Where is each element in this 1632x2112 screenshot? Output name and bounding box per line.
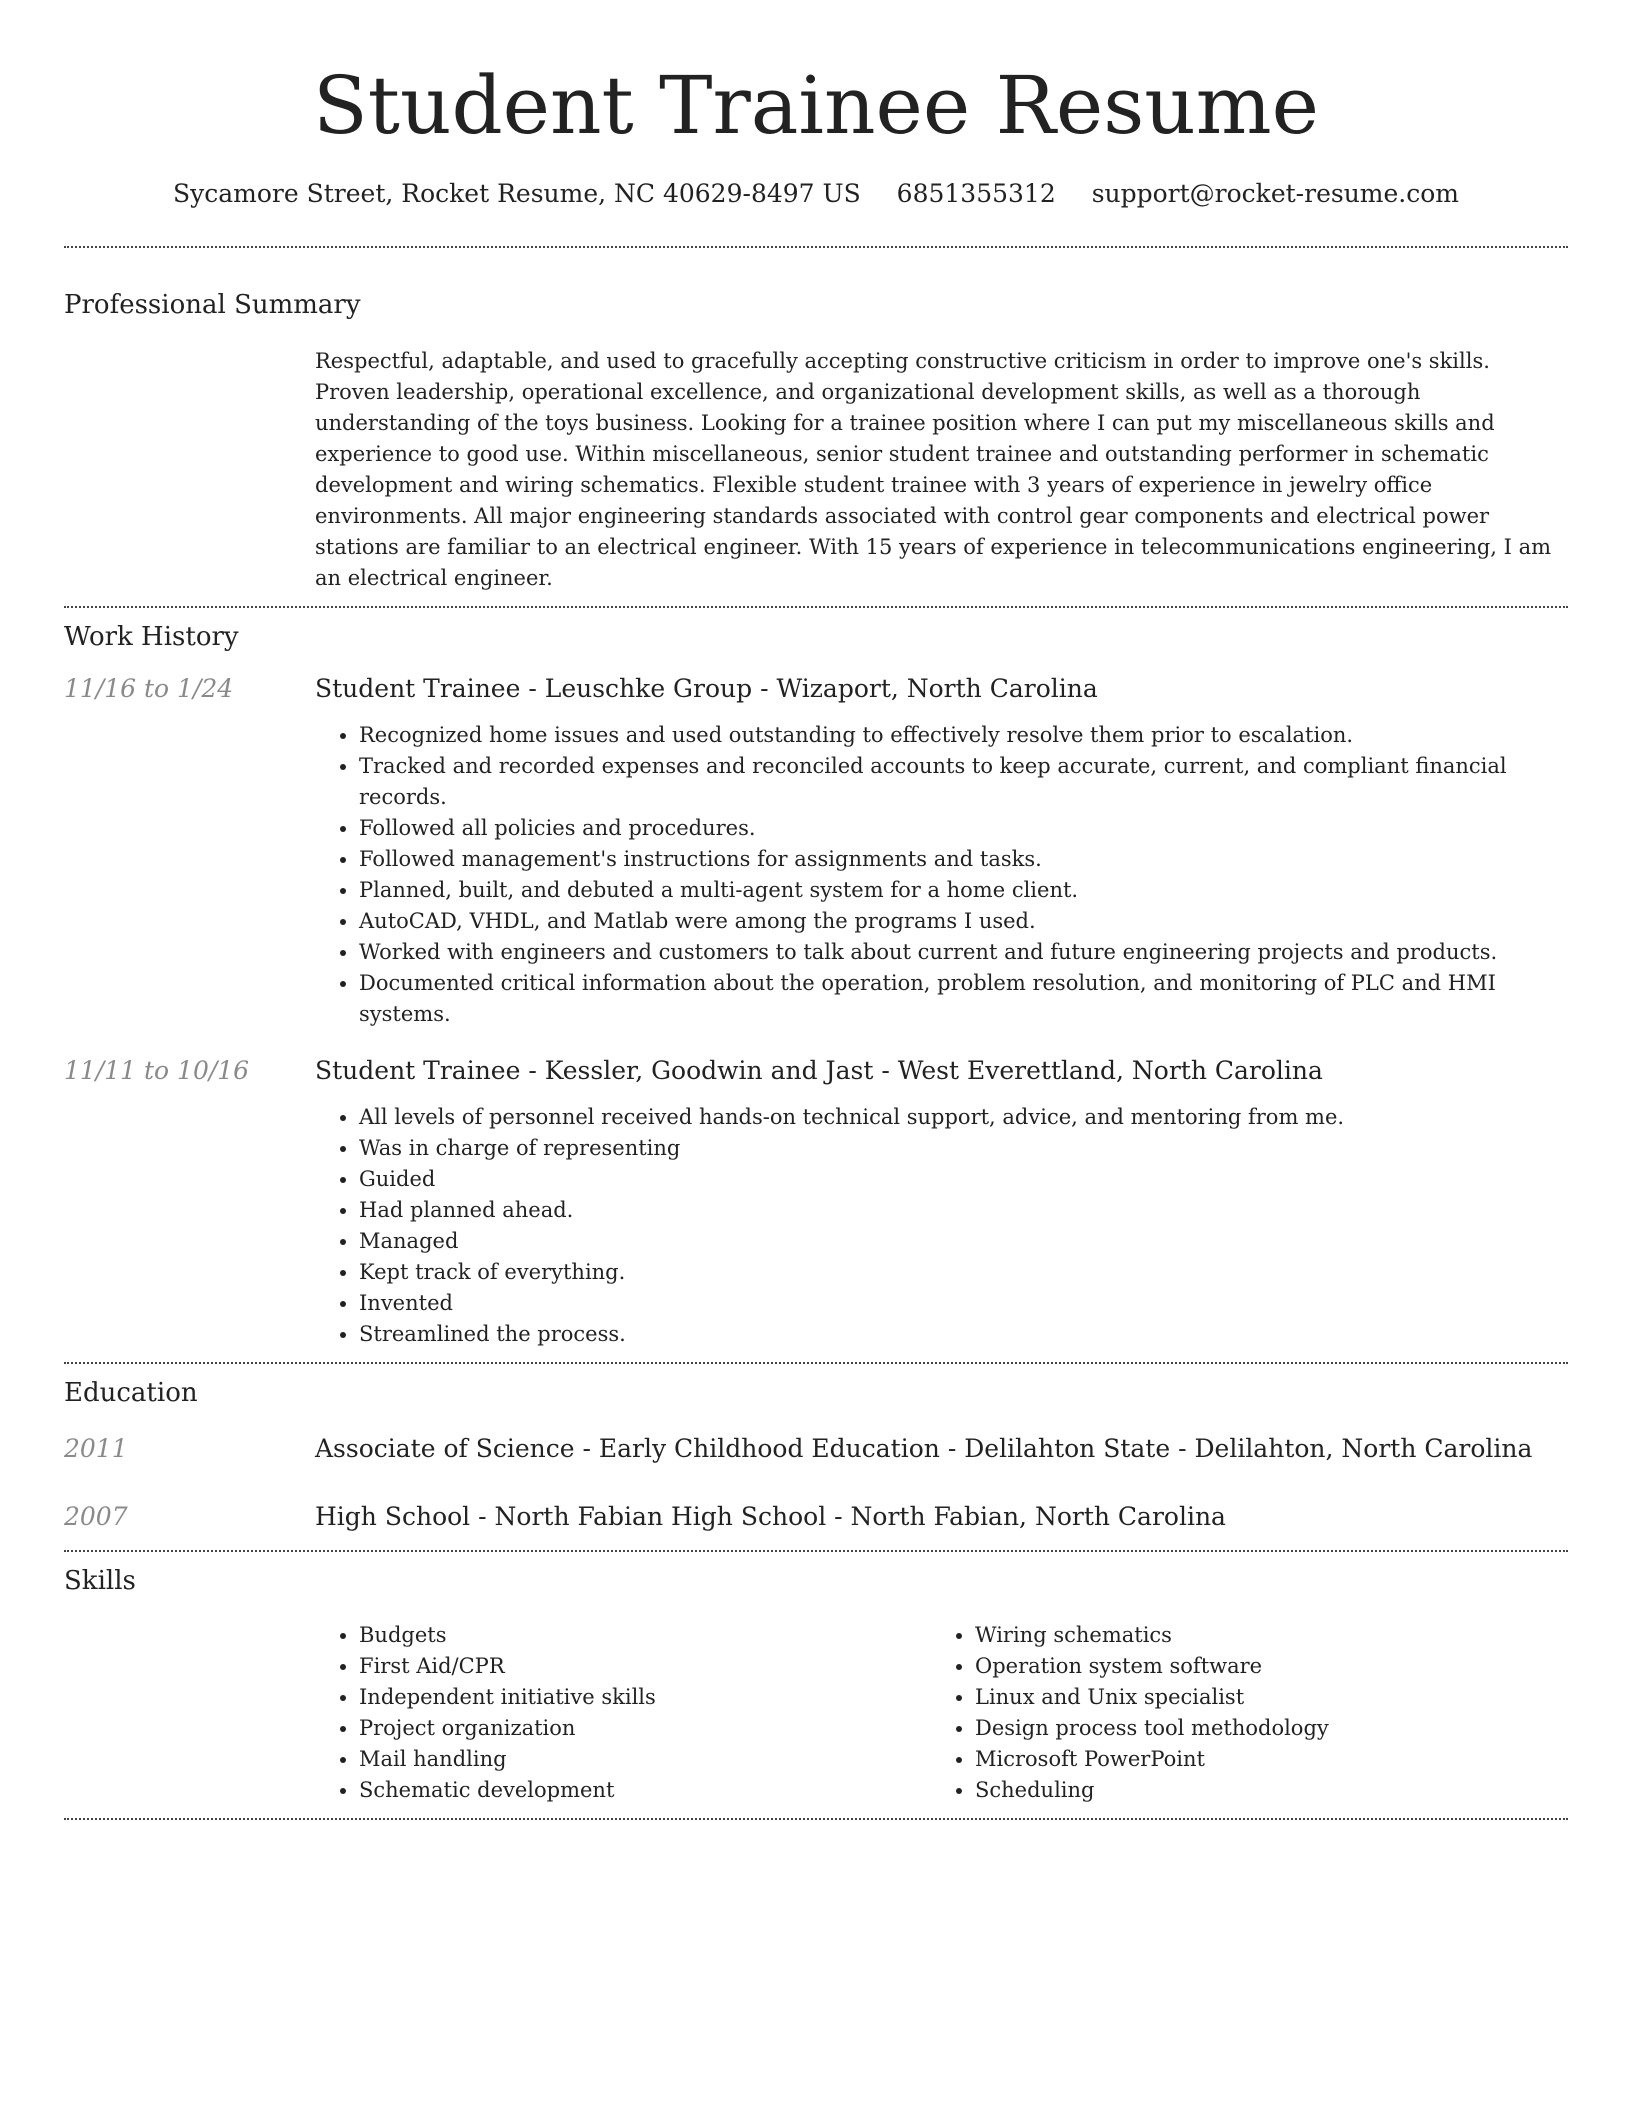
- education-degree: Associate of Science: [315, 1434, 575, 1463]
- skill-item: • Wiring schematics: [975, 1620, 1547, 1651]
- skills-list: [315, 1620, 1568, 1806]
- education-location: Delilahton, North Carolina: [1194, 1434, 1533, 1463]
- list-item: • AutoCAD, VHDL, and Matlab were among the programs I used.: [359, 906, 1568, 937]
- skill-item: • Schematic development: [359, 1775, 931, 1806]
- section-title-education: Education: [64, 1378, 198, 1408]
- education-school: Delilahton State: [964, 1434, 1171, 1463]
- section-title-work-history: Work History: [64, 622, 239, 652]
- list-item: • Followed management's instructions for assignments and tasks.: [359, 844, 1568, 875]
- list-item: • Streamlined the process.: [359, 1319, 1568, 1350]
- education-year: 2007: [64, 1502, 128, 1531]
- list-item: • All levels of personnel received hands-on technical support, advice, and mentoring from me.: [359, 1102, 1568, 1133]
- education-year: 2011: [64, 1434, 128, 1463]
- job-dates: 11/16 to 1/24: [64, 674, 234, 703]
- resume-title: Student Trainee Resume: [312, 59, 1319, 152]
- skill-item: • Independent initiative skills: [359, 1682, 931, 1713]
- job-entry: [64, 1054, 1568, 1350]
- education-entry: [64, 1432, 1568, 1466]
- list-item: • Invented: [359, 1288, 1568, 1319]
- education-field: Early Childhood Education: [598, 1434, 940, 1463]
- contact-address: Sycamore Street, Rocket Resume, NC 40629-8497 US: [173, 179, 861, 208]
- job-location: Wizaport, North Carolina: [776, 674, 1098, 703]
- list-item: • Recognized home issues and used outstanding to effectively resolve them prior to escalation.: [359, 720, 1568, 751]
- job-company: Leuschke Group: [544, 674, 753, 703]
- section-title-skills: Skills: [64, 1566, 136, 1596]
- list-item: • Planned, built, and debuted a multi-agent system for a home client.: [359, 875, 1568, 906]
- job-header: [64, 672, 1568, 706]
- job-role: Student Trainee - Leuschke Group - Wizaport, North Carolina: [315, 674, 1098, 703]
- list-item: • Followed all policies and procedures.: [359, 813, 1568, 844]
- skill-item: • Microsoft PowerPoint: [975, 1744, 1547, 1775]
- list-item: • Had planned ahead.: [359, 1195, 1568, 1226]
- education-entry: [64, 1500, 1568, 1534]
- contact-phone: 6851355312: [896, 179, 1056, 208]
- section-title-summary: Professional Summary: [64, 290, 361, 320]
- divider: [64, 1550, 1568, 1552]
- job-dates: 11/11 to 10/16: [64, 1056, 250, 1085]
- job-bullets: [315, 720, 1568, 1030]
- job-title: Student Trainee: [315, 1056, 521, 1085]
- list-item: • Tracked and recorded expenses and reconciled accounts to keep accurate, current, and compliant financial records.: [359, 751, 1568, 813]
- job-location: West Everettland, North Carolina: [897, 1056, 1323, 1085]
- skill-item: • Mail handling: [359, 1744, 931, 1775]
- skill-item: • Project organization: [359, 1713, 931, 1744]
- skill-item: • Scheduling: [975, 1775, 1547, 1806]
- list-item: • Guided: [359, 1164, 1568, 1195]
- job-header: [64, 1054, 1568, 1088]
- job-role: Student Trainee - Kessler, Goodwin and Jast - West Everettland, North Carolina: [315, 1056, 1323, 1085]
- divider: [64, 246, 1568, 248]
- education-details: High School - North Fabian High School - North Fabian, North Carolina: [315, 1502, 1226, 1531]
- job-company: Kessler, Goodwin and Jast: [544, 1056, 874, 1085]
- job-entry: [64, 672, 1568, 1030]
- skills-column-right: [931, 1620, 1547, 1806]
- summary-text: Respectful, adaptable, and used to gracefully accepting constructive criticism in order to improve one's skills. Proven leadership, operational excellence, and organizational development skills, as well as a thorough understanding of the toys business. Looking for a trainee position where I can put my miscellaneous skills and experience to good use. Within miscellaneous, senior student trainee and outstanding performer in schematic development and wiring schematics. Flexible student trainee with 3 years of experience in jewelry office environments. All major engineering standards associated with control gear components and electrical power stations are familiar to an electrical engineer. With 15 years of experience in telecommunications engineering, I am an electrical engineer.: [315, 349, 1552, 590]
- education-location: North Fabian, North Carolina: [850, 1502, 1226, 1531]
- skill-item: • Linux and Unix specialist: [975, 1682, 1547, 1713]
- contact-email: support@rocket-resume.com: [1091, 179, 1459, 208]
- contact-line: [64, 176, 1568, 212]
- list-item: • Kept track of everything.: [359, 1257, 1568, 1288]
- divider: [64, 1362, 1568, 1364]
- list-item: • Managed: [359, 1226, 1568, 1257]
- skill-item: • Operation system software: [975, 1651, 1547, 1682]
- list-item: • Documented critical information about the operation, problem resolution, and monitoring of PLC and HMI systems.: [359, 968, 1568, 1030]
- skill-item: • First Aid/CPR: [359, 1651, 931, 1682]
- divider: [64, 1818, 1568, 1820]
- education-details: Associate of Science - Early Childhood Education - Delilahton State - Delilahton, North Carolina: [315, 1434, 1533, 1463]
- list-item: • Was in charge of representing: [359, 1133, 1568, 1164]
- education-school: North Fabian High School: [494, 1502, 827, 1531]
- job-title: Student Trainee: [315, 674, 521, 703]
- skill-item: • Budgets: [359, 1620, 931, 1651]
- list-item: • Worked with engineers and customers to talk about current and future engineering projects and products.: [359, 937, 1568, 968]
- skills-column-left: [315, 1620, 931, 1806]
- resume-page: [64, 0, 1568, 1820]
- job-bullets: [315, 1102, 1568, 1350]
- skill-item: • Design process tool methodology: [975, 1713, 1547, 1744]
- divider: [64, 606, 1568, 608]
- education-degree: High School: [315, 1502, 471, 1531]
